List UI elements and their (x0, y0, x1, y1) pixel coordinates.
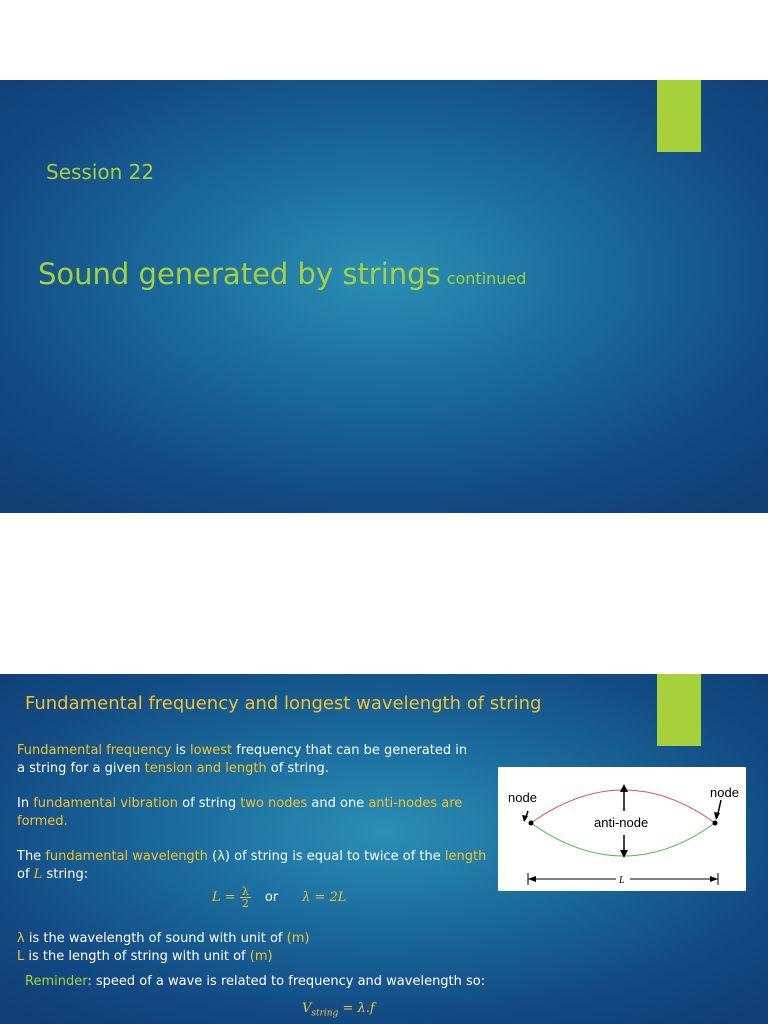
term: L (17, 949, 25, 964)
equation-right: λ = 2L (302, 890, 347, 905)
label-length: L (619, 875, 625, 886)
equation-left-text: L = (212, 890, 236, 905)
node-point-left (529, 821, 534, 826)
accent-bar (657, 80, 701, 152)
arrowhead (522, 815, 528, 822)
definition-lambda (17, 930, 487, 948)
text: is the length of string with unit of (24, 949, 250, 964)
term: (m) (286, 931, 310, 946)
paragraph-definitions (17, 930, 487, 966)
standing-wave-svg (498, 767, 746, 891)
session-label: Session 22 (46, 160, 155, 184)
reminder-label: Reminder (25, 974, 88, 989)
node-point-right (713, 821, 718, 826)
equation-wave-speed (302, 1001, 375, 1019)
term: fundamental wavelength (45, 849, 209, 864)
content-slide-title: Fundamental frequency and longest wavelength of string (25, 693, 542, 714)
paragraph-reminder (25, 973, 625, 991)
definition-length (17, 948, 487, 966)
slide-title (38, 257, 526, 291)
term: tension and length (144, 761, 267, 776)
text: In (17, 796, 34, 811)
term: lowest (190, 743, 233, 758)
term: length (444, 849, 487, 864)
text: of string. (266, 761, 329, 776)
label-node-right: node (710, 785, 739, 800)
equation-rest: = λ.f (338, 1001, 375, 1016)
equation-length-wavelength (212, 886, 346, 909)
text: of string (177, 796, 241, 811)
term: L (33, 867, 43, 882)
term: (m) (249, 949, 273, 964)
text: of (17, 867, 34, 882)
text: and one (307, 796, 369, 811)
arrowhead (528, 876, 536, 882)
equation-or: or (264, 890, 279, 905)
paragraph-fundamental-vibration (17, 795, 487, 831)
fraction (240, 886, 251, 909)
paragraph-fundamental-wavelength (17, 848, 487, 884)
label-anti-node: anti-node (594, 815, 649, 830)
equation-v: V (302, 1001, 312, 1016)
text: is the wavelength of sound with unit of (24, 931, 287, 946)
text: The (17, 849, 46, 864)
label-node-left: node (508, 790, 537, 805)
fraction-numerator: λ (241, 885, 249, 898)
text: frequency that can be generated in a string for a given (17, 743, 468, 776)
fraction-denominator: 2 (241, 897, 249, 910)
paragraph-fundamental-frequency (17, 742, 477, 778)
arrowhead (710, 876, 718, 882)
term: Fundamental frequency (17, 743, 172, 758)
arrowhead (714, 812, 720, 820)
term: fundamental vibration (33, 796, 178, 811)
equation-subscript: string (311, 1008, 339, 1019)
term: λ (17, 931, 25, 946)
arrowhead (620, 850, 628, 858)
arrowhead (620, 784, 628, 792)
standing-wave-diagram (498, 767, 746, 891)
slide-title-text: Sound generated by strings (38, 257, 441, 291)
title-slide (0, 80, 768, 513)
term: two nodes (240, 796, 308, 811)
term: anti-nodes are formed. (17, 796, 463, 829)
text: (λ) of string is equal to twice of the (208, 849, 445, 864)
text: : speed of a wave is related to frequency and wavelength so: (87, 974, 486, 989)
text: string: (42, 867, 89, 882)
equation-left (212, 886, 251, 909)
accent-bar (657, 674, 701, 746)
slide-title-suffix: continued (446, 269, 527, 288)
text: is (171, 743, 191, 758)
content-slide (0, 674, 768, 1024)
